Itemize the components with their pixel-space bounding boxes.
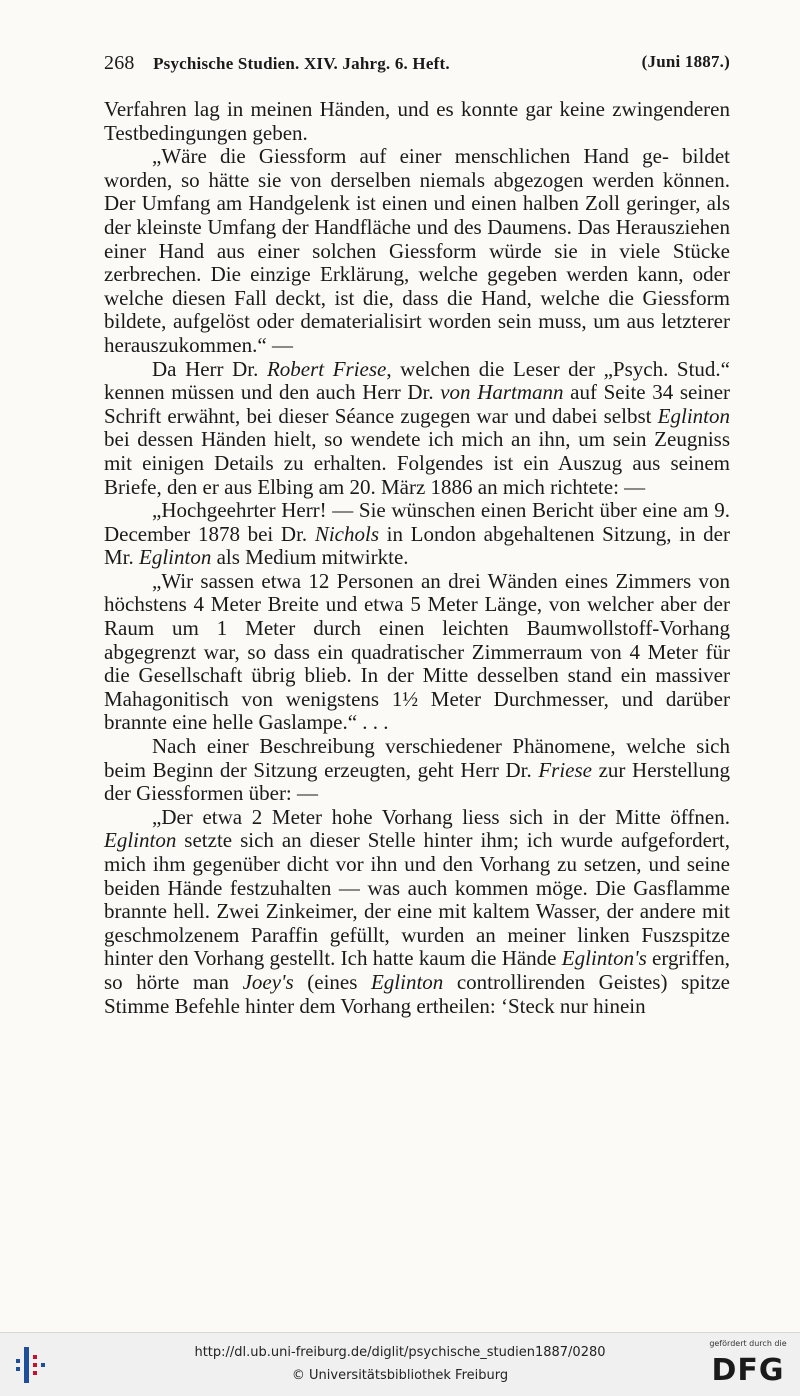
text-line: ihn und den Vorhang zu setzen, und seine beiden Hände — [104, 852, 730, 900]
text-line: brannte hell. Zwei Zinkeimer, der eine mit kaltem Wasser, — [104, 899, 607, 924]
paragraph — [104, 806, 730, 1018]
text-line: festzuhalten — was auch kommen möge. Die Gasflamme — [229, 875, 730, 900]
text-line: „Der etwa 2 Meter hohe Vorhang liess sich in der — [152, 804, 616, 829]
text-line: Joey's (eines Eglinton controllirenden Geistes) spitze Stimme — [104, 969, 730, 1018]
text-line: kann, oder welche diesen Fall deckt, ist die, dass die Hand, — [104, 262, 730, 310]
text-line: Händen hielt, so wendete ich mich an ihn, um sein Zeugniss — [200, 427, 730, 452]
text-line: „Hochgeehrter Herr! — Sie wünschen einen Bericht — [152, 498, 600, 523]
text-line: ihm; ich wurde aufgefordert, mich ihm gegenüber dicht vor — [104, 828, 730, 876]
text-line: einen halben Zoll geringer, als der kleinste Umfang der — [104, 191, 730, 239]
copyright-notice: © Universitätsbibliothek Freiburg — [291, 1368, 509, 1383]
dfg-logo-icon[interactable] — [703, 1339, 793, 1391]
viewer-footer — [0, 1332, 800, 1396]
text-line: mich richtete: — — [502, 474, 646, 499]
text-line: „Wir sassen etwa 12 Personen an drei Wänden eines — [152, 568, 616, 593]
text-line: der andere mit geschmolzenem Paraffin gefüllt, wurden an — [104, 899, 730, 947]
paragraph — [104, 570, 730, 735]
text-line: „Wäre die Giessform auf einer menschlichen Hand ge- — [152, 144, 683, 169]
text-line: mit einigen Details zu erhalten. Folgendes ist ein Auszug — [104, 450, 633, 475]
paragraph — [104, 145, 730, 357]
text-line: darüber brannte eine helle Gaslampe.“ . . . — [104, 686, 730, 735]
text-line: Mahagonitisch von wenigstens 1½ Meter Durchmesser, und — [104, 686, 666, 711]
text-line: übrig blieb. In der Mitte desselben stand ein massiver — [251, 663, 730, 688]
text-line: abgehaltenen Sitzung, in der Mr. Eglinton als Medium — [104, 521, 730, 570]
text-line: zwingenderen Testbedingungen geben. — [104, 97, 730, 145]
text-line: Dr. Friese zur Herstellung der Giessformen über: — — [104, 757, 731, 806]
text-line: werden können. Der Umfang am Handgelenk ist einen und — [104, 167, 730, 216]
text-line: Mitte öffnen. Eglinton setzte sich an dieser Stelle hinter — [104, 804, 730, 853]
text-line: quadratischer Zimmerraum von 4 Meter für die Gesellschaft — [104, 639, 730, 688]
text-line: meiner linken Fuszspitze hinter den Vorhang gestellt. Ich — [104, 922, 731, 971]
text-line: „Psych. Stud.“ kennen müssen und den auch Herr Dr. von — [104, 356, 730, 405]
text-line: Verfahren lag in meinen Händen, und es konnte gar keine — [104, 97, 613, 121]
text-line: über eine am 9. December 1878 bei Dr. Nichols in London — [104, 498, 730, 546]
paragraph — [104, 98, 730, 145]
running-header — [104, 52, 730, 75]
text-line: Séance zugegen war und dabei selbst Eglinton bei dessen — [104, 403, 731, 452]
issue-date: (Juni 1887.) — [641, 52, 730, 71]
text-line: mitwirkte. — [321, 545, 409, 570]
text-line: aus seinem Briefe, den er aus Elbing am 20. März 1886 an — [104, 450, 730, 499]
text-line: Hartmann auf Seite 34 seiner Schrift erwähnt, bei dieser — [104, 380, 731, 428]
text-line: welche sich beim Beginn der Sitzung erzeugten, geht Herr — [104, 734, 730, 782]
body-text — [104, 98, 730, 1018]
text-line: leichten Baumwollstoff-Vorhang abgegrenzt war, so dass ein — [104, 616, 730, 664]
text-line: zerbrechen. Die einzige Erklärung, welche gegeben werden — [104, 262, 638, 287]
text-line: Hand aus einer solchen Giessform würde sie in viele Stücke — [158, 238, 730, 263]
text-line: Zimmers von höchstens 4 Meter Breite und etwa 5 Meter — [104, 568, 730, 617]
running-title: Psychische Studien. XIV. Jahrg. 6. Heft. — [153, 54, 450, 73]
text-line: Länge, von welcher aber der Raum um 1 Meter durch einen — [104, 592, 730, 641]
text-line: welche die Giessform bildete, aufgelöst oder dematerialisirt — [104, 285, 730, 334]
text-line: Befehle hinter dem Vorhang ertheilen: ‘Steck nur hinein — [174, 993, 646, 1018]
text-line: hatte kaum die Hände Eglinton's ergriffen, so hörte man — [104, 946, 730, 994]
paragraph — [104, 499, 730, 570]
text-line: Da Herr Dr. Robert Friese, welchen die Leser der — [152, 356, 604, 381]
dfg-wordmark: DFG — [711, 1353, 785, 1388]
text-line: bildet worden, so hätte sie von derselben niemals abgezogen — [104, 144, 730, 192]
paragraph — [104, 735, 730, 806]
text-line: Nach einer Beschreibung verschiedener Phänomene, — [152, 734, 627, 759]
paragraph — [104, 358, 730, 500]
text-line: worden sein muss, um aus letzterer herauszukommen.“ — — [104, 309, 731, 357]
text-line: Handfläche und des Daumens. Das Herausziehen einer — [104, 214, 731, 263]
page-number: 268 — [104, 52, 135, 74]
permalink-url[interactable]: http://dl.ub.uni-freiburg.de/diglit/psychische_studien1887/0280 — [194, 1345, 606, 1360]
funder-caption: gefördert durch die — [709, 1339, 787, 1348]
